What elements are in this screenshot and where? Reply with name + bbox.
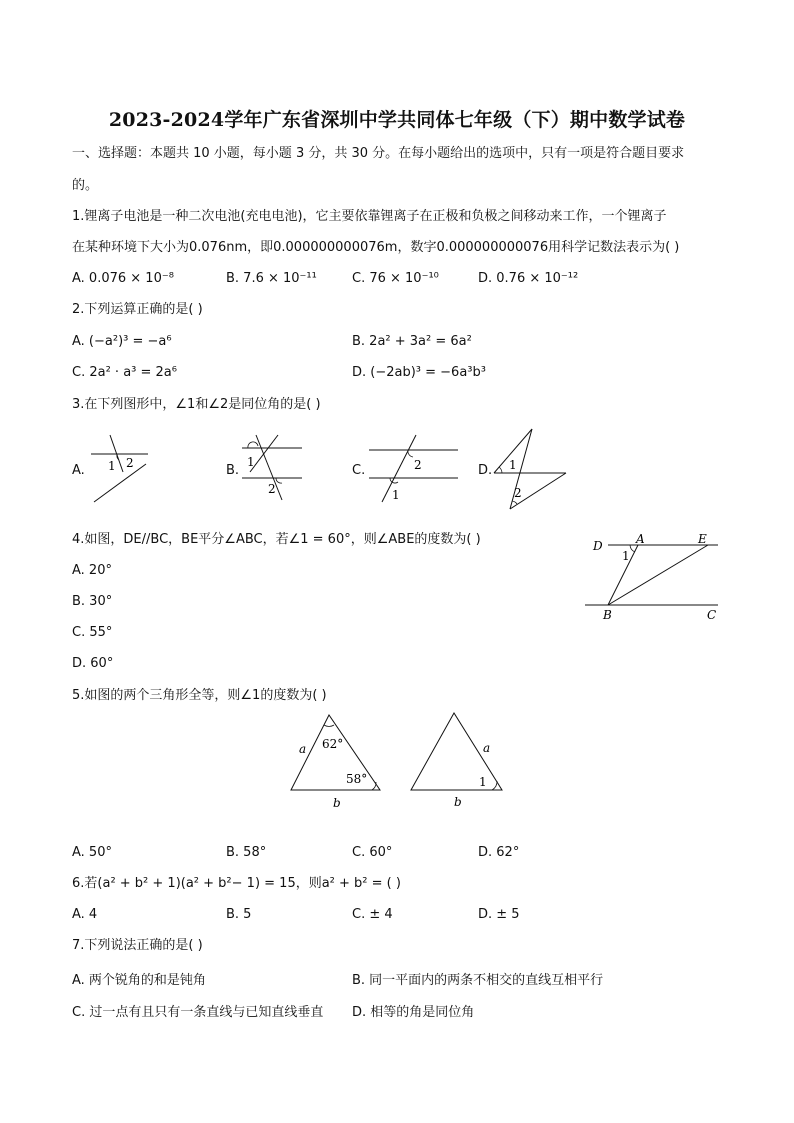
q3b-label-1: 1 [247, 455, 255, 469]
question-7-option-b: B. 同一平面内的两条不相交的直线互相平行 [352, 973, 604, 988]
q3a-label-1: 1 [108, 459, 116, 473]
section-heading-cont: 的。 [72, 178, 99, 193]
question-2-option-a: A. (−a²)³ = −a⁶ [72, 334, 172, 349]
question-4-option-d: D. 60° [72, 656, 114, 671]
q5-t1-angle-top: 62° [322, 737, 344, 751]
question-7-option-d: D. 相等的角是同位角 [352, 1005, 475, 1020]
question-1-option-a: A. 0.076 × 10⁻⁸ [72, 271, 174, 286]
q4-figure [580, 528, 730, 628]
q5-t1-side-a: a [299, 742, 307, 756]
question-1-stem: 1.锂离子电池是一种二次电池(充电电池)，它主要依靠锂离子在正极和负极之间移动来工作，一个锂离子 [72, 209, 667, 224]
q5-triangle-1 [282, 708, 392, 813]
q3c-label-1: 1 [392, 488, 400, 502]
question-5-option-c: C. 60° [352, 845, 393, 860]
question-1-stem-cont: 在某种环境下大小为0.076nm，即0.000000000076m，数字0.000000000076用科学记数法表示为( ) [72, 240, 680, 255]
q3a-label-2: 2 [126, 456, 134, 470]
q3-figure-a [86, 430, 156, 510]
question-5-option-a: A. 50° [72, 845, 112, 860]
question-4-option-b: B. 30° [72, 594, 113, 609]
question-3-stem: 3.在下列图形中，∠1和∠2是同位角的是( ) [72, 397, 321, 412]
question-6-option-d: D. ± 5 [478, 907, 520, 922]
question-1-option-d: D. 0.76 × 10⁻¹² [478, 271, 579, 286]
question-4-stem: 4.如图，DE//BC，BE平分∠ABC，若∠1 = 60°，则∠ABE的度数为( ) [72, 532, 481, 547]
q5-triangle-2 [404, 708, 514, 813]
q4-label-c: C [707, 608, 717, 622]
question-7-stem: 7.下列说法正确的是( ) [72, 938, 203, 953]
exam-title: 2023-2024学年广东省深圳中学共同体七年级（下）期中数学试卷 [108, 109, 686, 131]
q5-t2-side-b: b [454, 795, 462, 809]
question-3-option-b: B. [226, 463, 240, 478]
q4-label-b: B [603, 608, 612, 622]
question-1-option-b: B. 7.6 × 10⁻¹¹ [226, 271, 317, 286]
question-4-option-c: C. 55° [72, 625, 113, 640]
q5-t1-angle-right: 58° [346, 772, 368, 786]
q3-figure-b [238, 430, 308, 510]
question-4-option-a: A. 20° [72, 563, 112, 578]
q5-t2-angle-1: 1 [479, 775, 487, 789]
q4-label-a: A [636, 532, 645, 546]
question-7-option-c: C. 过一点有且只有一条直线与已知直线垂直 [72, 1005, 324, 1020]
question-2-option-b: B. 2a² + 3a² = 6a² [352, 334, 472, 349]
q3-figure-d [490, 425, 570, 510]
question-7-option-a: A. 两个锐角的和是钝角 [72, 973, 206, 988]
q3d-label-1: 1 [509, 458, 517, 472]
q3b-label-2: 2 [268, 482, 276, 496]
question-6-option-a: A. 4 [72, 907, 98, 922]
question-2-option-c: C. 2a² · a³ = 2a⁶ [72, 365, 177, 380]
q3c-label-2: 2 [414, 458, 422, 472]
question-2-option-d: D. (−2ab)³ = −6a³b³ [352, 365, 486, 380]
q4-label-angle-1: 1 [622, 549, 630, 563]
question-1-option-c: C. 76 × 10⁻¹⁰ [352, 271, 439, 286]
section-heading: 一、选择题：本题共 10 小题，每小题 3 分，共 30 分。在每小题给出的选项中，只有一项是符合题目要求 [72, 146, 685, 161]
q4-label-e: E [698, 532, 707, 546]
question-5-stem: 5.如图的两个三角形全等，则∠1的度数为( ) [72, 688, 327, 703]
question-3-option-d: D. [478, 463, 493, 478]
question-3-option-a: A. [72, 463, 85, 478]
q4-label-d: D [593, 539, 603, 553]
q5-t1-side-b: b [333, 796, 341, 810]
q3-figure-c [366, 430, 466, 510]
q3d-label-2: 2 [514, 486, 522, 500]
question-3-option-c: C. [352, 463, 366, 478]
question-6-option-b: B. 5 [226, 907, 252, 922]
question-6-stem: 6.若(a² + b² + 1)(a² + b²− 1) = 15，则a² + b² = ( ) [72, 876, 401, 891]
question-5-option-d: D. 62° [478, 845, 520, 860]
question-2-stem: 2.下列运算正确的是( ) [72, 302, 203, 317]
question-5-option-b: B. 58° [226, 845, 267, 860]
q5-t2-side-a: a [483, 741, 491, 755]
question-6-option-c: C. ± 4 [352, 907, 393, 922]
